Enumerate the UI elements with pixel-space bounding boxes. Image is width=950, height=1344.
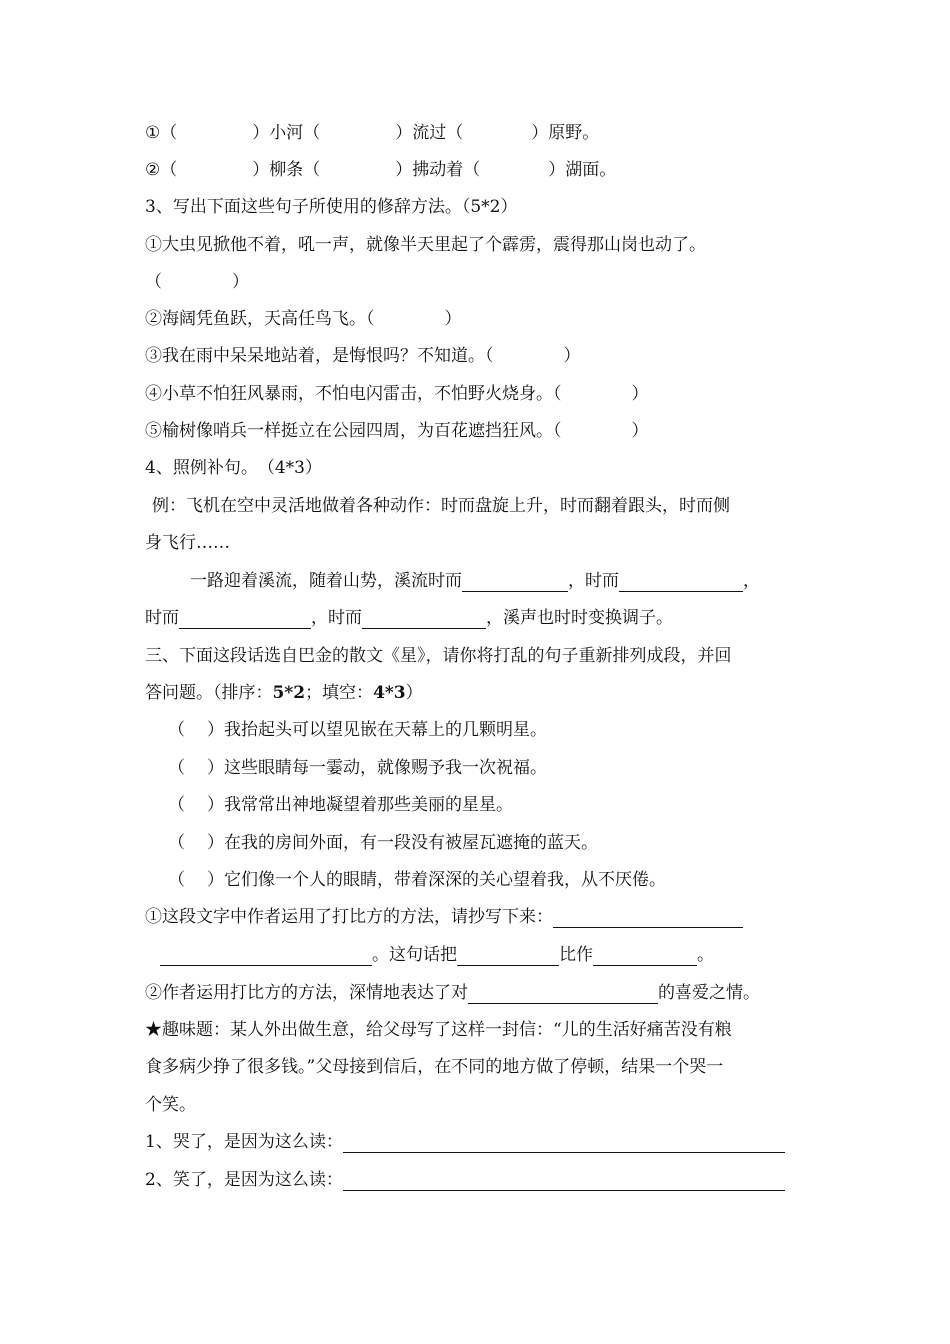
- answer-blank[interactable]: [343, 1172, 785, 1191]
- paren-open: （: [145, 272, 162, 292]
- fun-question-line-2: 食多病少挣了很多钱。”父母接到信后，在不同的地方做了停顿，结果一个哭一: [145, 1057, 724, 1077]
- q4-fill-text-f: ，溪声也时时变换调子。: [486, 608, 673, 628]
- paren-open: （: [168, 758, 185, 778]
- order-item-text: 我抬起头可以望见嵌在天幕上的几颗明星。: [224, 720, 547, 740]
- paren-close: ）: [563, 346, 581, 366]
- fun-cry-label: 1、哭了，是因为这么读：: [145, 1132, 343, 1152]
- answer-blank[interactable]: [343, 1134, 785, 1153]
- q4-title: 4、照例补句。 （4*3）: [145, 458, 322, 478]
- section3-question-2: [145, 982, 810, 1004]
- fun-question-line-1: ★趣味题：某人外出做生意，给父母写了这样一封信：“儿的生活好痛苦没有粮: [145, 1020, 732, 1040]
- q2-item-1-part1: ）小河（: [252, 123, 321, 143]
- q3-sentence-1: ①大虫见掀他不着，吼一声，就像半天里起了个霹雳，震得那山岗也动了。: [145, 235, 706, 255]
- section3-title-line-2: [145, 682, 810, 704]
- paren-open: （: [168, 870, 185, 890]
- section3-q1-text: ①这段文字中作者运用了打比方的方法，请抄写下来：: [145, 907, 553, 927]
- order-item-text: 这些眼睛每一霎动，就像赐予我一次祝福。: [224, 758, 547, 778]
- q4-fill-text-e: ，时而: [311, 608, 362, 628]
- order-item-text: 在我的房间外面，有一段没有被屋瓦遮掩的蓝天。: [224, 833, 598, 853]
- q4-fill-text-c: ，: [743, 571, 760, 591]
- section3-title-line-1: 三、下面这段话选自巴金的散文《星》，请你将打乱的句子重新排列成段，并回: [145, 646, 732, 666]
- q2-item-1-part3: ）原野。: [531, 123, 600, 143]
- answer-blank[interactable]: [160, 947, 372, 966]
- paren-close: ）: [207, 720, 224, 740]
- section3-question-1: [145, 906, 810, 928]
- q3-sentence-5-text: ⑤榆树像哨兵一样挺立在公园四周，为百花遮挡狂风。（: [145, 421, 562, 441]
- q4-fill-line-2: [145, 607, 810, 629]
- paren-close: ）: [631, 384, 649, 404]
- paren-close: ）: [207, 833, 224, 853]
- answer-blank[interactable]: [362, 610, 486, 629]
- order-item-text: 它们像一个人的眼睛，带着深深的关心望着我，从不厌倦。: [224, 870, 666, 890]
- fun-laugh-label: 2、笑了，是因为这么读：: [145, 1170, 343, 1190]
- q2-item-2-part2: ）拂动着（: [395, 160, 481, 180]
- q3-sentence-2-text: ②海阔凭鱼跃，天高任鸟飞。（: [145, 309, 375, 329]
- answer-blank[interactable]: [462, 573, 568, 592]
- paren-close: ）: [444, 309, 462, 329]
- section3-title-score-b: 4*3: [373, 683, 406, 703]
- section3-title-text-c: ；填空：: [305, 683, 374, 703]
- order-item-3: [168, 794, 833, 816]
- fun-answer-cry: [145, 1131, 810, 1153]
- paren-close: ）: [207, 870, 224, 890]
- answer-blank[interactable]: [619, 573, 743, 592]
- section3-q1-text-b: 。这句话把: [372, 945, 457, 965]
- q4-fill-text-d: 时而: [145, 608, 179, 628]
- paren-open: （: [168, 795, 185, 815]
- q2-item-1: [145, 122, 810, 144]
- section3-title-text-a: 答问题。（排序：: [145, 683, 273, 703]
- paren-open: （: [168, 720, 185, 740]
- order-item-2: [168, 757, 833, 779]
- answer-blank[interactable]: [179, 610, 311, 629]
- q2-item-1-part2: ）流过（: [395, 123, 464, 143]
- q2-item-1-num: ①（: [145, 123, 178, 143]
- paren-close: ）: [232, 272, 249, 292]
- order-item-5: [168, 869, 833, 891]
- section3-q2-text-b: 的喜爱之情。: [658, 983, 760, 1003]
- paren-open: （: [168, 833, 185, 853]
- q2-item-2-part1: ）柳条（: [252, 160, 321, 180]
- fun-question-line-3: 个笑。: [145, 1095, 196, 1115]
- section3-q1-text-c: 比作: [559, 945, 593, 965]
- section3-question-1-cont: [160, 944, 825, 966]
- q3-title: 3、写出下面这些句子所使用的修辞方法。（5*2）: [145, 197, 518, 217]
- order-item-text: 我常常出神地凝望着那些美丽的星星。: [224, 795, 513, 815]
- q3-sentence-3-text: ③我在雨中呆呆地站着，是悔恨吗？不知道。（: [145, 346, 494, 366]
- q3-sentence-2: [145, 308, 810, 330]
- section3-title-score-a: 5*2: [272, 683, 306, 703]
- order-item-1: [168, 719, 833, 741]
- q3-sentence-4-text: ④小草不怕狂风暴雨，不怕电闪雷击，不怕野火烧身。（: [145, 384, 562, 404]
- order-item-4: [168, 832, 833, 854]
- q2-item-2-part3: ）湖面。: [548, 160, 617, 180]
- q3-sentence-5: [145, 420, 810, 442]
- q4-fill-text-b: ，时而: [568, 571, 619, 591]
- fun-answer-laugh: [145, 1169, 810, 1191]
- q4-fill-text-a: 一路迎着溪流，随着山势，溪流时而: [190, 571, 462, 591]
- q4-example-line-1: 例：飞机在空中灵活地做着各种动作：时而盘旋上升，时而翻着跟头，时而侧: [152, 496, 730, 516]
- answer-blank[interactable]: [457, 947, 559, 966]
- q4-fill-line-1: [190, 570, 855, 592]
- section3-title-text-e: ）: [405, 683, 423, 703]
- paren-close: ）: [207, 795, 224, 815]
- q3-sentence-3: [145, 345, 810, 367]
- paren-close: ）: [631, 421, 649, 441]
- q3-sentence-4: [145, 383, 810, 405]
- answer-blank[interactable]: [553, 909, 743, 928]
- paren-close: ）: [207, 758, 224, 778]
- q3-sentence-1-answer: [145, 271, 810, 293]
- q4-example-line-2: 身飞行……: [145, 533, 230, 553]
- q2-item-2: [145, 159, 810, 181]
- answer-blank[interactable]: [468, 985, 658, 1004]
- section3-q1-text-d: 。: [697, 945, 714, 965]
- answer-blank[interactable]: [593, 947, 697, 966]
- q2-item-2-num: ②（: [145, 160, 178, 180]
- section3-q2-text-a: ②作者运用打比方的方法，深情地表达了对: [145, 983, 468, 1003]
